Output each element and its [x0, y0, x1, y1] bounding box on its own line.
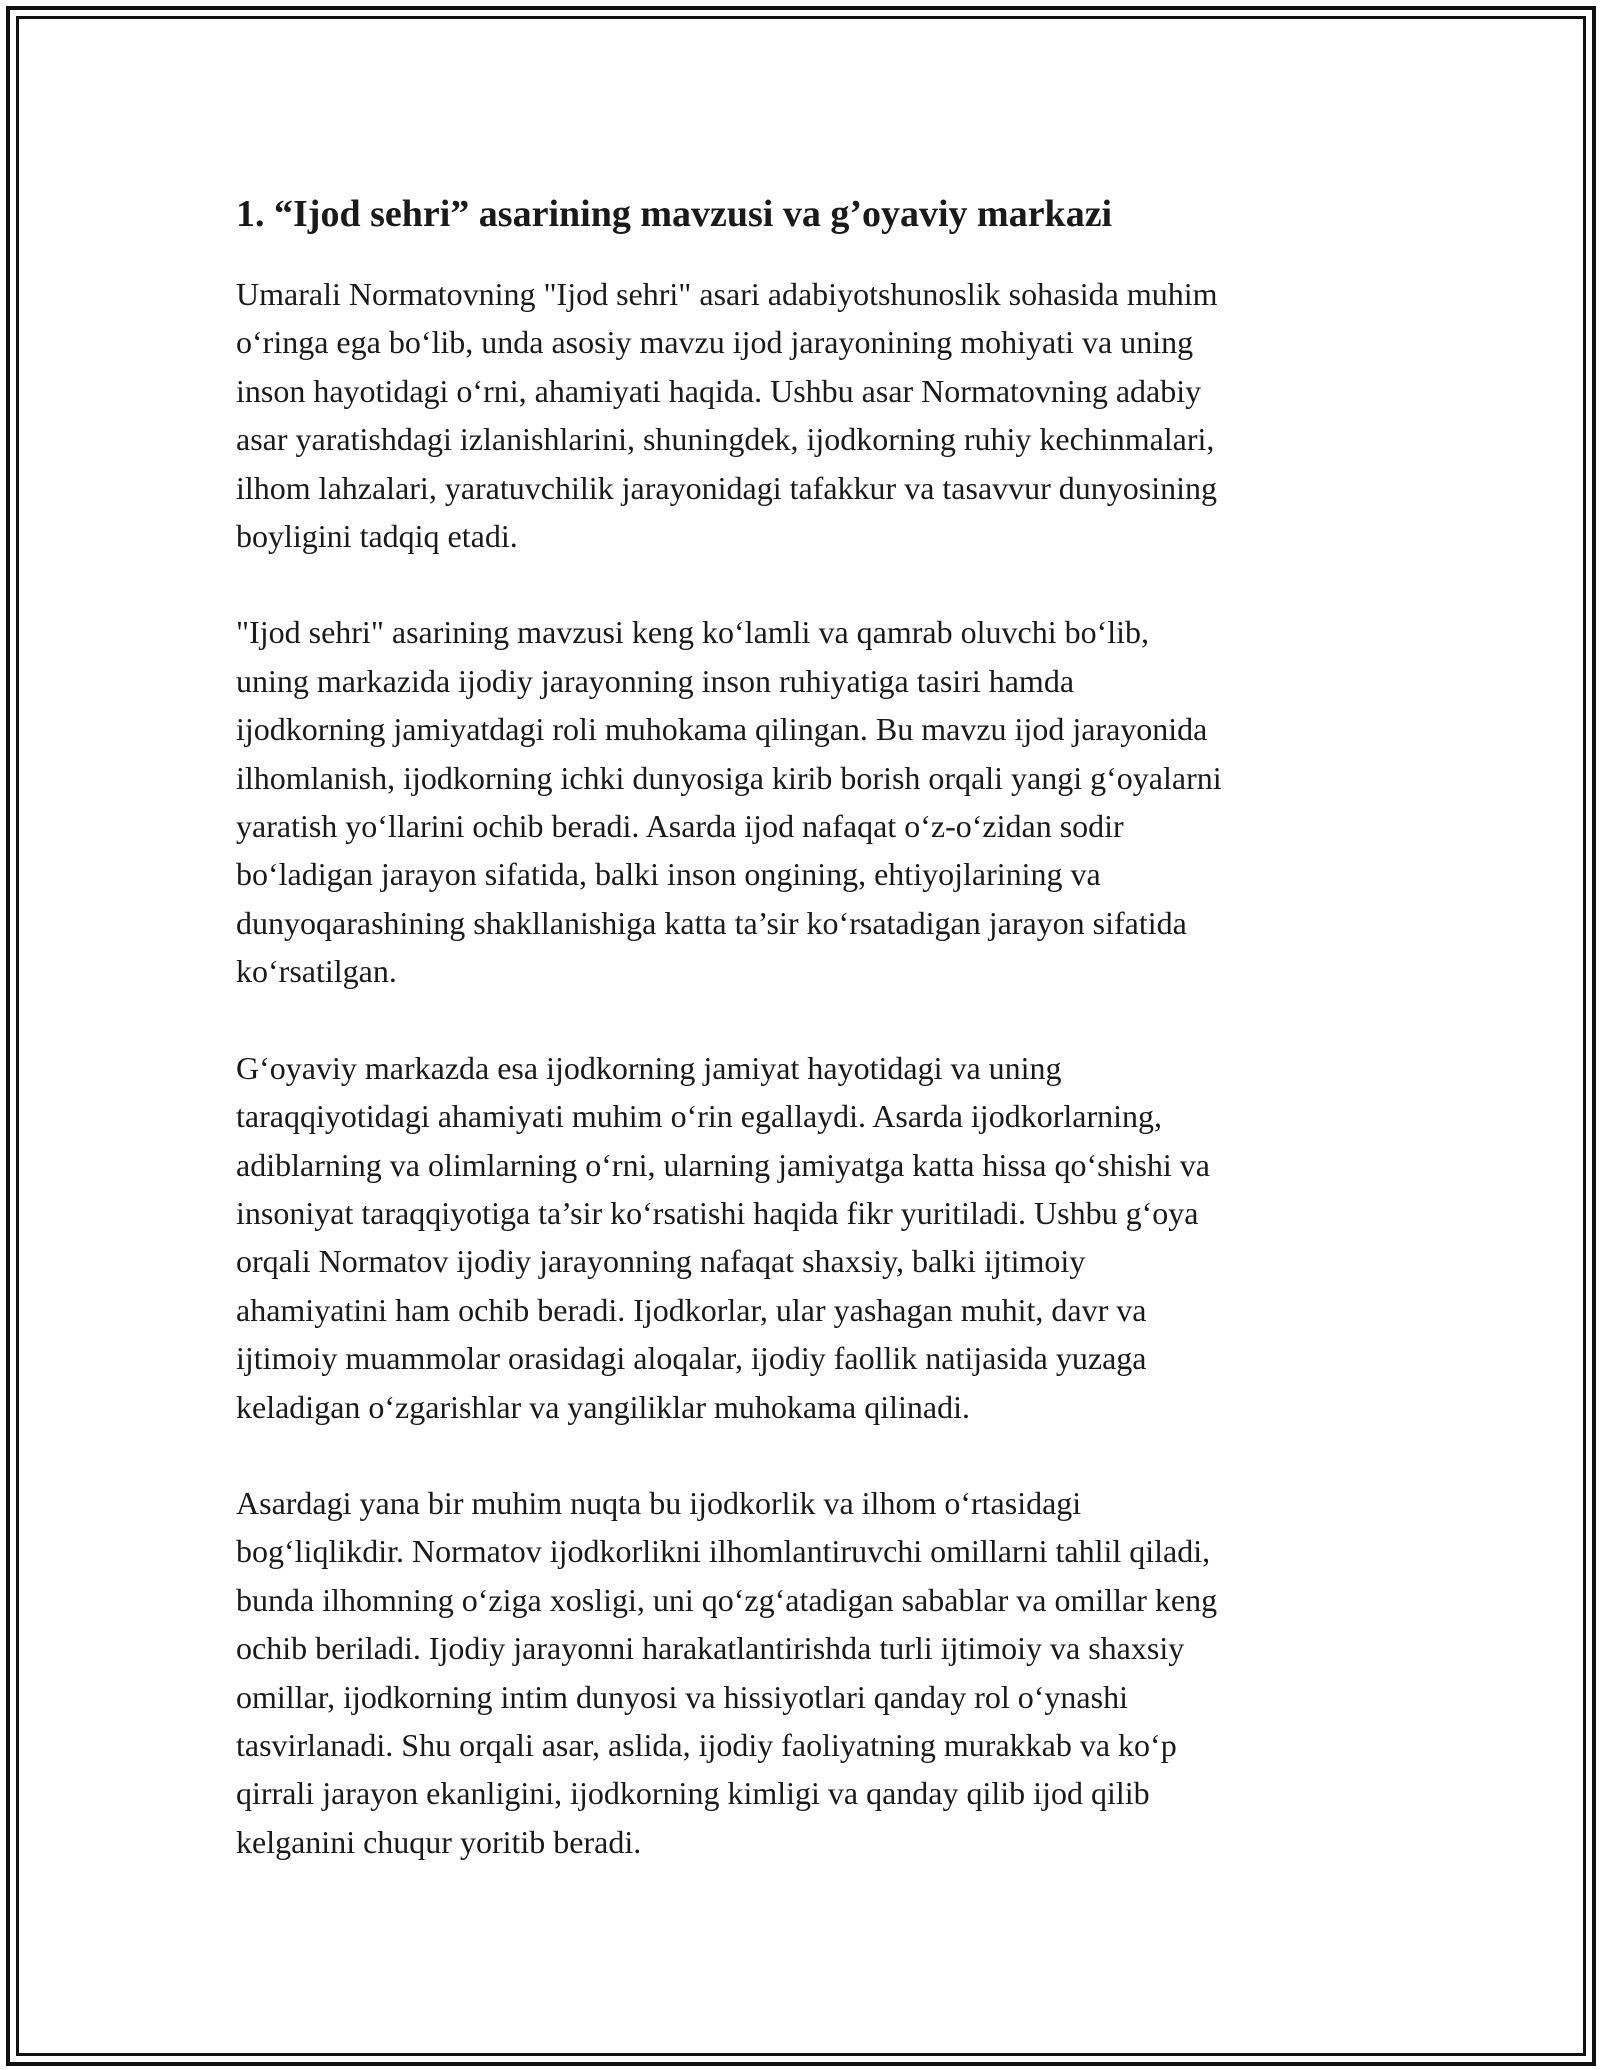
paragraph-1: Umarali Normatovning "Ijod sehri" asari adabiyotshunoslik sohasida muhim o‘ringa ega bo‘lib, unda asosiy mavzu ijod jarayonining mohiyati va uning inson hayotidagi o‘rni, ahamiyati haqida. Ushbu asar Normatovning adabiy asar yaratishdagi izlanishlarini, shuningdek, ijodkorning ruhiy kechinmalari, ilhom lahzalari, yaratuvchilik jarayonidagi tafakkur va tasavvur dunyosining boyligini tadqiq etadi.: [236, 276, 1218, 555]
section-heading: 1. “Ijod sehri” asarining mavzusi va g’oyaviy markazi: [236, 193, 1113, 235]
paragraph-3: G‘oyaviy markazda esa ijodkorning jamiyat hayotidagi va uning taraqqiyotidagi ahamiyati muhim o‘rin egallaydi. Asarda ijodkorlarning, adiblarning va olimlarning o‘rni, ularning jamiyatga katta hissa qo‘shishi va insoniyat taraqqiyotiga ta’sir ko‘rsatishi haqida fikr yuritiladi. Ushbu g‘oya orqali Normatov ijodiy jarayonning nafaqat shaxsiy, balki ijtimoiy ahamiyatini ham ochib beradi. Ijodkorlar, ular yashagan muhit, davr va ijtimoiy muammolar orasidagi aloqalar, ijodiy faollik natijasida yuzaga keladigan o‘zgarishlar va yangiliklar muhokama qilinadi.: [236, 1049, 1210, 1425]
document-body: [236, 188, 1376, 1914]
paragraph-4: Asardagi yana bir muhim nuqta bu ijodkorlik va ilhom o‘rtasidagi bog‘liqlikdir. Normatov ijodkorlikni ilhomlantiruvchi omillarni tahlil qiladi, bunda ilhomning o‘ziga xosligi, uni qo‘zg‘atadigan sabablar va omillar keng ochib beriladi. Ijodiy jarayonni harakatlantirishda turli ijtimoiy va shaxsiy omillar, ijodkorning intim dunyosi va hissiyotlari qanday rol o‘ynashi tasvirlanadi. Shu orqali asar, aslida, ijodiy faoliyatning murakkab va ko‘p qirrali jarayon ekanligini, ijodkorning kimligi va qanday qilib ijod qilib kelganini chuqur yoritib beradi.: [236, 1484, 1218, 1860]
paragraph-2: "Ijod sehri" asarining mavzusi keng ko‘lamli va qamrab oluvchi bo‘lib, uning markazida ijodiy jarayonning inson ruhiyatiga tasiri hamda ijodkorning jamiyatdagi roli muhokama qilingan. Bu mavzu ijod jarayonida ilhomlanish, ijodkorning ichki dunyosiga kirib borish orqali yangi g‘oyalarni yaratish yo‘llarini ochib beradi. Asarda ijod nafaqat o‘z-o‘zidan sodir bo‘ladigan jarayon sifatida, balki inson ongining, ehtiyojlarining va dunyoqarashining shakllanishiga katta ta’sir ko‘rsatadigan jarayon sifatida ko‘rsatilgan.: [236, 614, 1222, 990]
